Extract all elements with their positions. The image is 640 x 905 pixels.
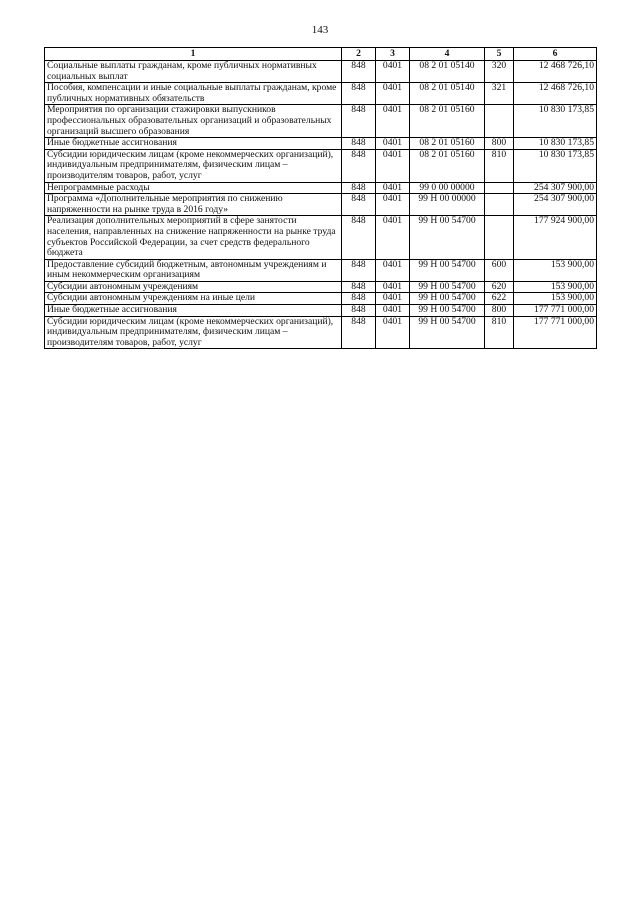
row-ministry-code: 848: [342, 61, 376, 83]
row-ministry-code: 848: [342, 83, 376, 105]
table-row: [45, 149, 597, 182]
row-amount: 10 830 173,85: [514, 105, 597, 138]
row-expense-type: [485, 182, 514, 194]
row-section-code: 0401: [376, 138, 410, 150]
header-col-5: 5: [485, 48, 514, 61]
row-name: Предоставление субсидий бюджетным, автономным учреждениям и иным некоммерческим организациям: [45, 259, 342, 281]
row-section-code: 0401: [376, 61, 410, 83]
row-target-code: 99 Н 00 00000: [410, 194, 485, 216]
row-expense-type: 600: [485, 259, 514, 281]
row-amount: 254 307 900,00: [514, 194, 597, 216]
row-name: Мероприятия по организации стажировки выпускников профессиональных образовательных организаций и образовательных организаций высшего образования: [45, 105, 342, 138]
row-target-code: 99 Н 00 54700: [410, 281, 485, 293]
table-row: [45, 61, 597, 83]
row-section-code: 0401: [376, 216, 410, 259]
row-ministry-code: 848: [342, 194, 376, 216]
table-row: [45, 83, 597, 105]
row-name: Социальные выплаты гражданам, кроме публичных нормативных социальных выплат: [45, 61, 342, 83]
row-target-code: 08 2 01 05160: [410, 138, 485, 150]
row-name: Непрограммные расходы: [45, 182, 342, 194]
row-name: Субсидии юридическим лицам (кроме некоммерческих организаций), индивидуальным предпринимателям, физическим лицам – производителям товаров, работ, услуг: [45, 316, 342, 349]
row-section-code: 0401: [376, 305, 410, 317]
row-name: Реализация дополнительных мероприятий в сфере занятости населения, направленных на снижение напряженности на рынке труда субъектов Российской Федерации, за счет средств федерального бюджета: [45, 216, 342, 259]
row-name: Пособия, компенсации и иные социальные выплаты гражданам, кроме публичных нормативных обязательств: [45, 83, 342, 105]
row-ministry-code: 848: [342, 149, 376, 182]
table-row: [45, 293, 597, 305]
row-target-code: 08 2 01 05140: [410, 83, 485, 105]
table-body: [45, 61, 597, 349]
row-expense-type: 620: [485, 281, 514, 293]
row-section-code: 0401: [376, 293, 410, 305]
row-expense-type: 800: [485, 138, 514, 150]
row-name: Субсидии юридическим лицам (кроме некоммерческих организаций), индивидуальным предпринимателям, физическим лицам – производителям товаров, работ, услуг: [45, 149, 342, 182]
table-row: [45, 138, 597, 150]
row-expense-type: [485, 194, 514, 216]
row-name: Программа «Дополнительные мероприятия по снижению напряженности на рынке труда в 2016 году»: [45, 194, 342, 216]
header-col-6: 6: [514, 48, 597, 61]
budget-table: [44, 47, 597, 349]
row-expense-type: 810: [485, 316, 514, 349]
table-row: [45, 259, 597, 281]
row-ministry-code: 848: [342, 316, 376, 349]
row-target-code: 99 Н 00 54700: [410, 305, 485, 317]
row-amount: 153 900,00: [514, 281, 597, 293]
table-row: [45, 105, 597, 138]
row-amount: 10 830 173,85: [514, 149, 597, 182]
row-target-code: 99 Н 00 54700: [410, 259, 485, 281]
row-expense-type: 320: [485, 61, 514, 83]
row-section-code: 0401: [376, 149, 410, 182]
row-expense-type: 810: [485, 149, 514, 182]
row-name: Субсидии автономным учреждениям: [45, 281, 342, 293]
row-ministry-code: 848: [342, 305, 376, 317]
row-section-code: 0401: [376, 194, 410, 216]
header-col-2: 2: [342, 48, 376, 61]
row-amount: 10 830 173,85: [514, 138, 597, 150]
header-col-1: 1: [45, 48, 342, 61]
row-section-code: 0401: [376, 105, 410, 138]
row-amount: 153 900,00: [514, 293, 597, 305]
row-ministry-code: 848: [342, 281, 376, 293]
table-row: [45, 316, 597, 349]
row-target-code: 99 Н 00 54700: [410, 216, 485, 259]
table-row: [45, 216, 597, 259]
row-amount: 177 924 900,00: [514, 216, 597, 259]
row-expense-type: 800: [485, 305, 514, 317]
row-target-code: 08 2 01 05160: [410, 149, 485, 182]
row-target-code: 99 Н 00 54700: [410, 293, 485, 305]
row-ministry-code: 848: [342, 182, 376, 194]
row-amount: 254 307 900,00: [514, 182, 597, 194]
row-target-code: 08 2 01 05140: [410, 61, 485, 83]
row-name: Иные бюджетные ассигнования: [45, 305, 342, 317]
row-expense-type: 321: [485, 83, 514, 105]
table-row: [45, 194, 597, 216]
row-expense-type: [485, 216, 514, 259]
row-section-code: 0401: [376, 316, 410, 349]
row-target-code: 99 0 00 00000: [410, 182, 485, 194]
row-amount: 177 771 000,00: [514, 316, 597, 349]
table-row: [45, 305, 597, 317]
row-expense-type: [485, 105, 514, 138]
row-section-code: 0401: [376, 83, 410, 105]
table-header: [45, 48, 597, 61]
row-target-code: 08 2 01 05160: [410, 105, 485, 138]
row-ministry-code: 848: [342, 259, 376, 281]
row-amount: 153 900,00: [514, 259, 597, 281]
table-row: [45, 182, 597, 194]
table-row: [45, 281, 597, 293]
header-row: [45, 48, 597, 61]
row-ministry-code: 848: [342, 105, 376, 138]
row-section-code: 0401: [376, 259, 410, 281]
row-expense-type: 622: [485, 293, 514, 305]
row-section-code: 0401: [376, 281, 410, 293]
header-col-3: 3: [376, 48, 410, 61]
row-amount: 12 468 726,10: [514, 61, 597, 83]
row-amount: 177 771 000,00: [514, 305, 597, 317]
header-col-4: 4: [410, 48, 485, 61]
row-section-code: 0401: [376, 182, 410, 194]
row-name: Иные бюджетные ассигнования: [45, 138, 342, 150]
page-number: 143: [311, 24, 329, 36]
row-ministry-code: 848: [342, 293, 376, 305]
row-target-code: 99 Н 00 54700: [410, 316, 485, 349]
row-name: Субсидии автономным учреждениям на иные цели: [45, 293, 342, 305]
row-amount: 12 468 726,10: [514, 83, 597, 105]
row-ministry-code: 848: [342, 138, 376, 150]
row-ministry-code: 848: [342, 216, 376, 259]
